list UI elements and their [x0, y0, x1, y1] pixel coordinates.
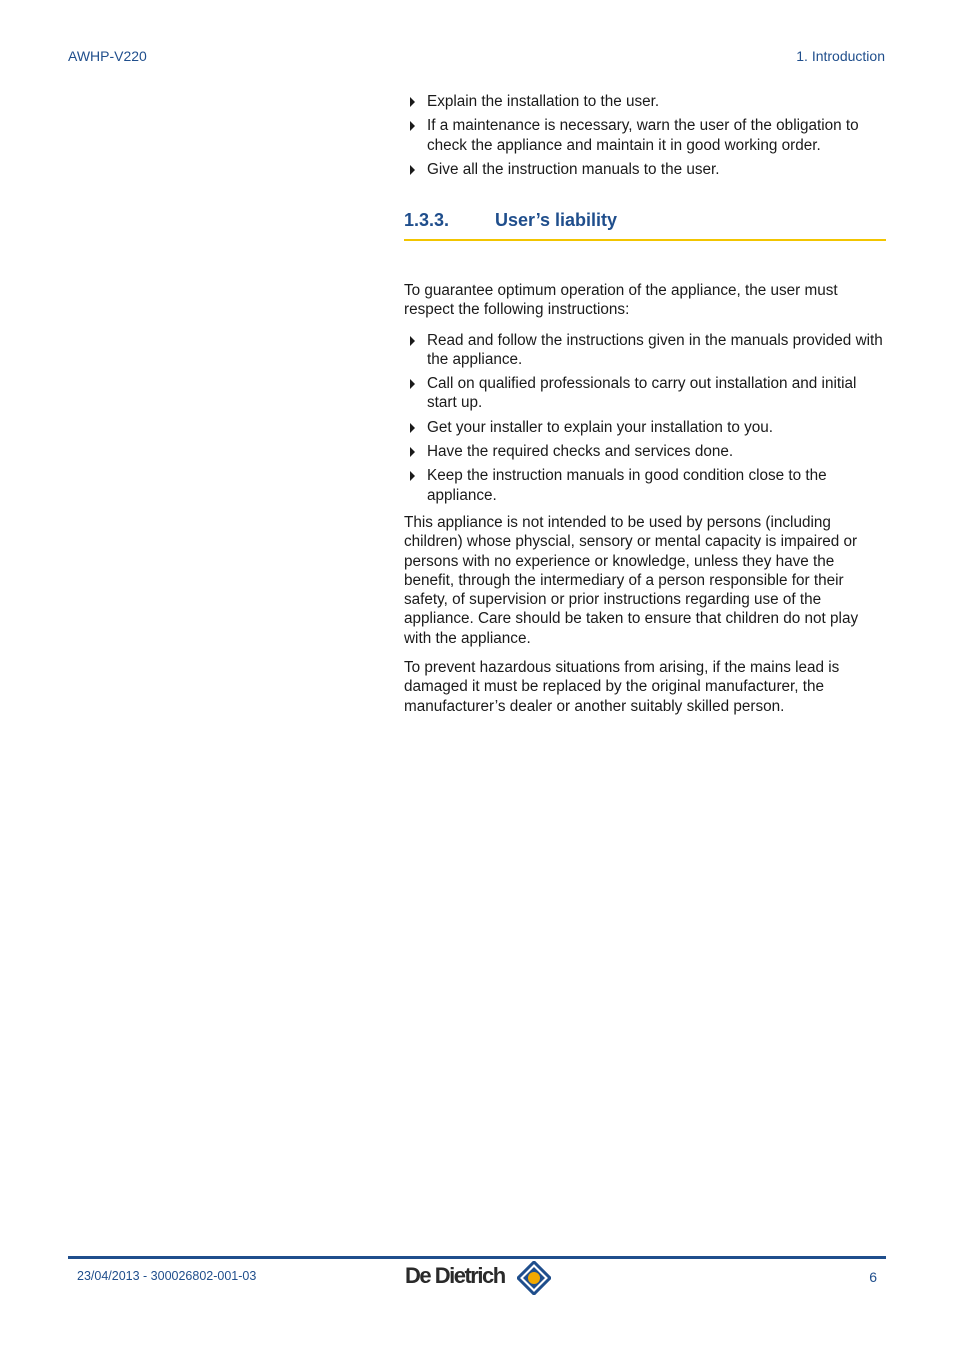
section-intro: To guarantee optimum operation of the appliance, the user must respect the following instructions: — [404, 282, 838, 319]
instruction-list — [404, 331, 886, 505]
footer-date-ref: 23/04/2013 - 300026802-001-03 — [77, 1269, 257, 1283]
page-number: 6 — [869, 1269, 877, 1285]
header-doc-code: AWHP-V220 — [68, 48, 147, 64]
list-item: If a maintenance is necessary, warn the user of the obligation to check the appliance and maintain it in good working order. — [404, 116, 886, 155]
list-item: Call on qualified professionals to carry out installation and initial start up. — [404, 374, 886, 413]
list-item: Keep the instruction manuals in good condition close to the appliance. — [404, 466, 886, 505]
section-heading — [404, 210, 886, 241]
bullet-arrow-icon — [410, 165, 415, 175]
bullet-arrow-icon — [410, 471, 415, 481]
footer-divider — [68, 1256, 886, 1259]
list-item: Give all the instruction manuals to the user. — [404, 160, 886, 179]
bullet-arrow-icon — [410, 423, 415, 433]
bullet-arrow-icon — [410, 447, 415, 457]
top-bullet-list — [404, 92, 886, 184]
list-item: Read and follow the instructions given in the manuals provided with the appliance. — [404, 331, 886, 370]
bullet-arrow-icon — [410, 336, 415, 346]
bullet-arrow-icon — [410, 97, 415, 107]
section-body — [404, 281, 886, 726]
list-item: Explain the installation to the user. — [404, 92, 886, 111]
mains-lead-paragraph: To prevent hazardous situations from arising, if the mains lead is damaged it must be replaced by the original manufacturer, the manufacturer’s dealer or another suitably skilled person. — [404, 659, 840, 715]
brand-logo — [405, 1261, 555, 1295]
list-item: Get your installer to explain your installation to you. — [404, 418, 886, 437]
header-chapter: 1. Introduction — [796, 48, 885, 64]
brand-diamond-icon — [517, 1261, 551, 1295]
brand-logo-text: De Dietrich — [405, 1263, 505, 1288]
section-title: User’s liability — [495, 210, 618, 230]
bullet-arrow-icon — [410, 121, 415, 131]
list-item: Have the required checks and services done. — [404, 442, 886, 461]
section-number: 1.3.3. — [404, 210, 450, 230]
bullet-arrow-icon — [410, 379, 415, 389]
safety-paragraph: This appliance is not intended to be used by persons (including children) whose physcial, sensory or mental capacity is impaired or persons with no experience or knowledge, unless they have the benefit, through the intermediary of a person responsible for their safety, of supervision or prior instructions regarding use of the appliance. Care should be taken to ensure that children do not play with the appliance. — [404, 513, 859, 647]
